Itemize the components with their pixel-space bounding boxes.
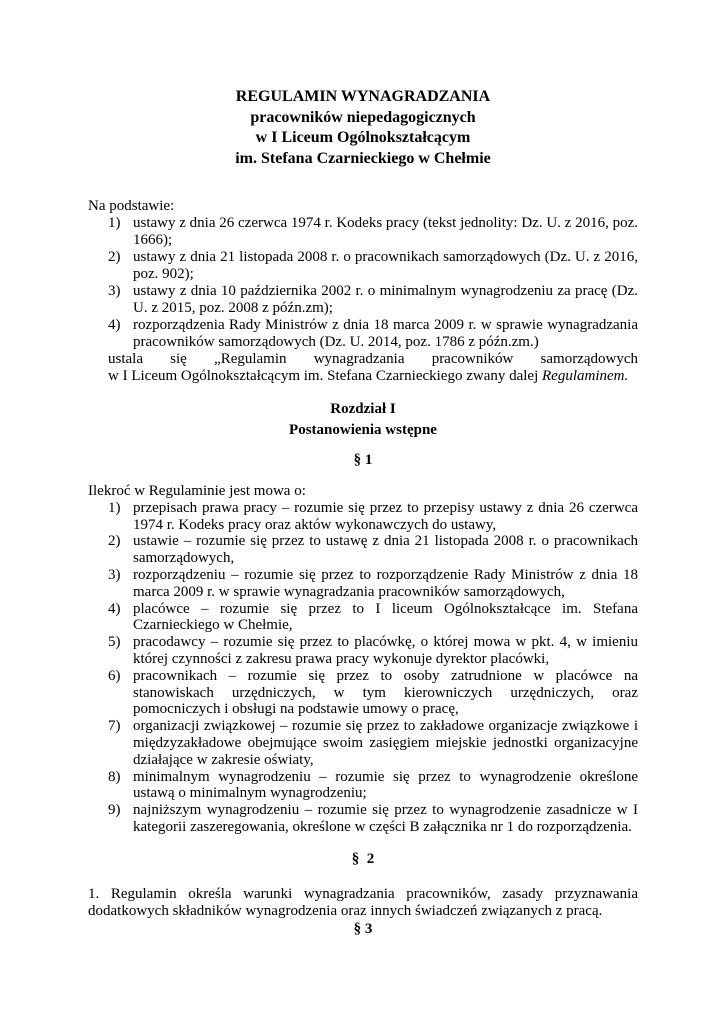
- item-number: 1): [108, 499, 121, 516]
- item-text: przepisach prawa pracy – rozumie się przez to przepisy ustawy z dnia 26 czerwca 1974 r. Kodeks pracy oraz aktów wykonawczych do ustawy,: [133, 499, 638, 533]
- closing-text: w I Liceum Ogólnokształcącym im. Stefana Czarnieckiego zwany dalej: [108, 368, 543, 384]
- item-text: rozporządzeniu – rozumie się przez to rozporządzenie Rady Ministrów z dnia 18 marca 2009 r. w sprawie wynagradzania pracowników samorządowych,: [133, 566, 638, 600]
- document-title: [88, 87, 638, 169]
- list-item: [88, 601, 638, 635]
- item-number: 1): [108, 215, 121, 231]
- list-item: [88, 668, 638, 718]
- basis-list: [88, 215, 638, 351]
- item-number: 4): [108, 317, 121, 333]
- section-mark: § 1: [353, 452, 373, 468]
- title-line: pracowników niepedagogicznych: [250, 108, 476, 126]
- list-item: [88, 215, 638, 249]
- list-item: [88, 533, 638, 567]
- section-mark: § 3: [353, 921, 373, 937]
- list-item: [88, 283, 638, 317]
- title-line: im. Stefana Czarnieckiego w Chełmie: [235, 149, 491, 167]
- chapter-heading: [88, 399, 638, 441]
- section-1: [88, 483, 638, 836]
- item-text: minimalnym wynagrodzeniu – rozumie się przez to wynagrodzenie określone ustawą o minimalnym wynagrodzeniu;: [133, 768, 638, 802]
- item-text: placówce – rozumie się przez to I liceum Ogólnokształcące im. Stefana Czarnieckiego w Chełmie,: [133, 600, 638, 634]
- item-text: pracodawcy – rozumie się przez to placówkę, o której mowa w pkt. 4, w imieniu której czynności z zakresu prawa pracy wykonuje dyrektor placówki,: [133, 634, 638, 667]
- item-text: organizacji związkowej – rozumie się przez to zakładowe organizacje związkowe i międzyzakładowe obejmujące swoim zasięgiem miejskie jednostki organizacyjne działające w zakresie oświaty,: [133, 718, 638, 768]
- title-line: REGULAMIN WYNAGRADZANIA: [235, 88, 491, 105]
- item-number: 6): [108, 667, 121, 684]
- item-number: 2): [108, 249, 121, 265]
- item-number: 8): [108, 768, 121, 785]
- item-number: 3): [108, 566, 121, 583]
- list-item: [88, 249, 638, 283]
- item-number: 5): [108, 634, 121, 651]
- chapter-title: Rozdział I: [330, 401, 396, 417]
- chapter-subtitle: Postanowienia wstępne: [289, 422, 437, 438]
- item-text: ustawie – rozumie się przez to ustawę z dnia 21 listopada 2008 r. o pracownikach samorządowych,: [133, 533, 638, 567]
- list-item: [88, 634, 638, 668]
- list-item: [88, 500, 638, 534]
- item-text: ustawy z dnia 26 czerwca 1974 r. Kodeks pracy (tekst jednolity: Dz. U. z 2016, poz. 1666);: [133, 215, 638, 248]
- item-number: 2): [108, 533, 121, 550]
- legal-basis: [88, 198, 638, 385]
- item-text: najniższym wynagrodzeniu – rozumie się przez to wynagrodzenie zasadnicze w I kategorii zaszeregowania, określone w części B załącznika nr 1 do rozporządzenia.: [133, 802, 638, 835]
- closing-line: [108, 368, 638, 385]
- item-number: 3): [108, 283, 121, 299]
- list-item: [88, 718, 638, 768]
- closing-italic: Regulaminem.: [542, 368, 629, 384]
- item-text: ustawy z dnia 21 listopada 2008 r. o pracownikach samorządowych (Dz. U. z 2016, poz. 902);: [133, 249, 638, 282]
- item-text: rozporządzenia Rady Ministrów z dnia 18 marca 2009 r. w sprawie wynagradzania pracowników samorządowych (Dz. U. 2014, poz. 1786 z późn.zm.): [133, 317, 638, 350]
- definitions-list: [88, 500, 638, 836]
- basis-closing: [88, 351, 638, 385]
- item-text: pracownikach – rozumie się przez to osoby zatrudnione w placówce na stanowiskach urzędniczych, w tym kierowniczych urzędniczych, oraz pomocniczych i obsługi na podstawie umowy o pracę,: [133, 667, 638, 718]
- item-number: 9): [108, 802, 121, 819]
- list-item: [88, 802, 638, 836]
- list-item: [88, 769, 638, 803]
- basis-intro: Na podstawie:: [88, 198, 175, 214]
- item-number: 7): [108, 718, 121, 735]
- list-item: [88, 317, 638, 351]
- item-text: ustawy z dnia 10 października 2002 r. o minimalnym wynagrodzeniu za pracę (Dz. U. z 2015, poz. 2008 z późn.zm);: [133, 283, 638, 316]
- section-intro: Ilekroć w Regulaminie jest mowa o:: [88, 483, 306, 499]
- list-item: [88, 567, 638, 601]
- item-number: 4): [108, 600, 121, 617]
- closing-line: ustala się „Regulamin wynagradzania pracowników samorządowych: [108, 351, 638, 367]
- section-2-paragraph: 1. Regulamin określa warunki wynagradzania pracowników, zasady przyznawania dodatkowych składników wynagrodzenia oraz innych świadczeń związanych z pracą.: [88, 886, 638, 919]
- title-line: w I Liceum Ogólnokształcącym: [255, 129, 471, 146]
- section-mark: § 2: [351, 851, 375, 867]
